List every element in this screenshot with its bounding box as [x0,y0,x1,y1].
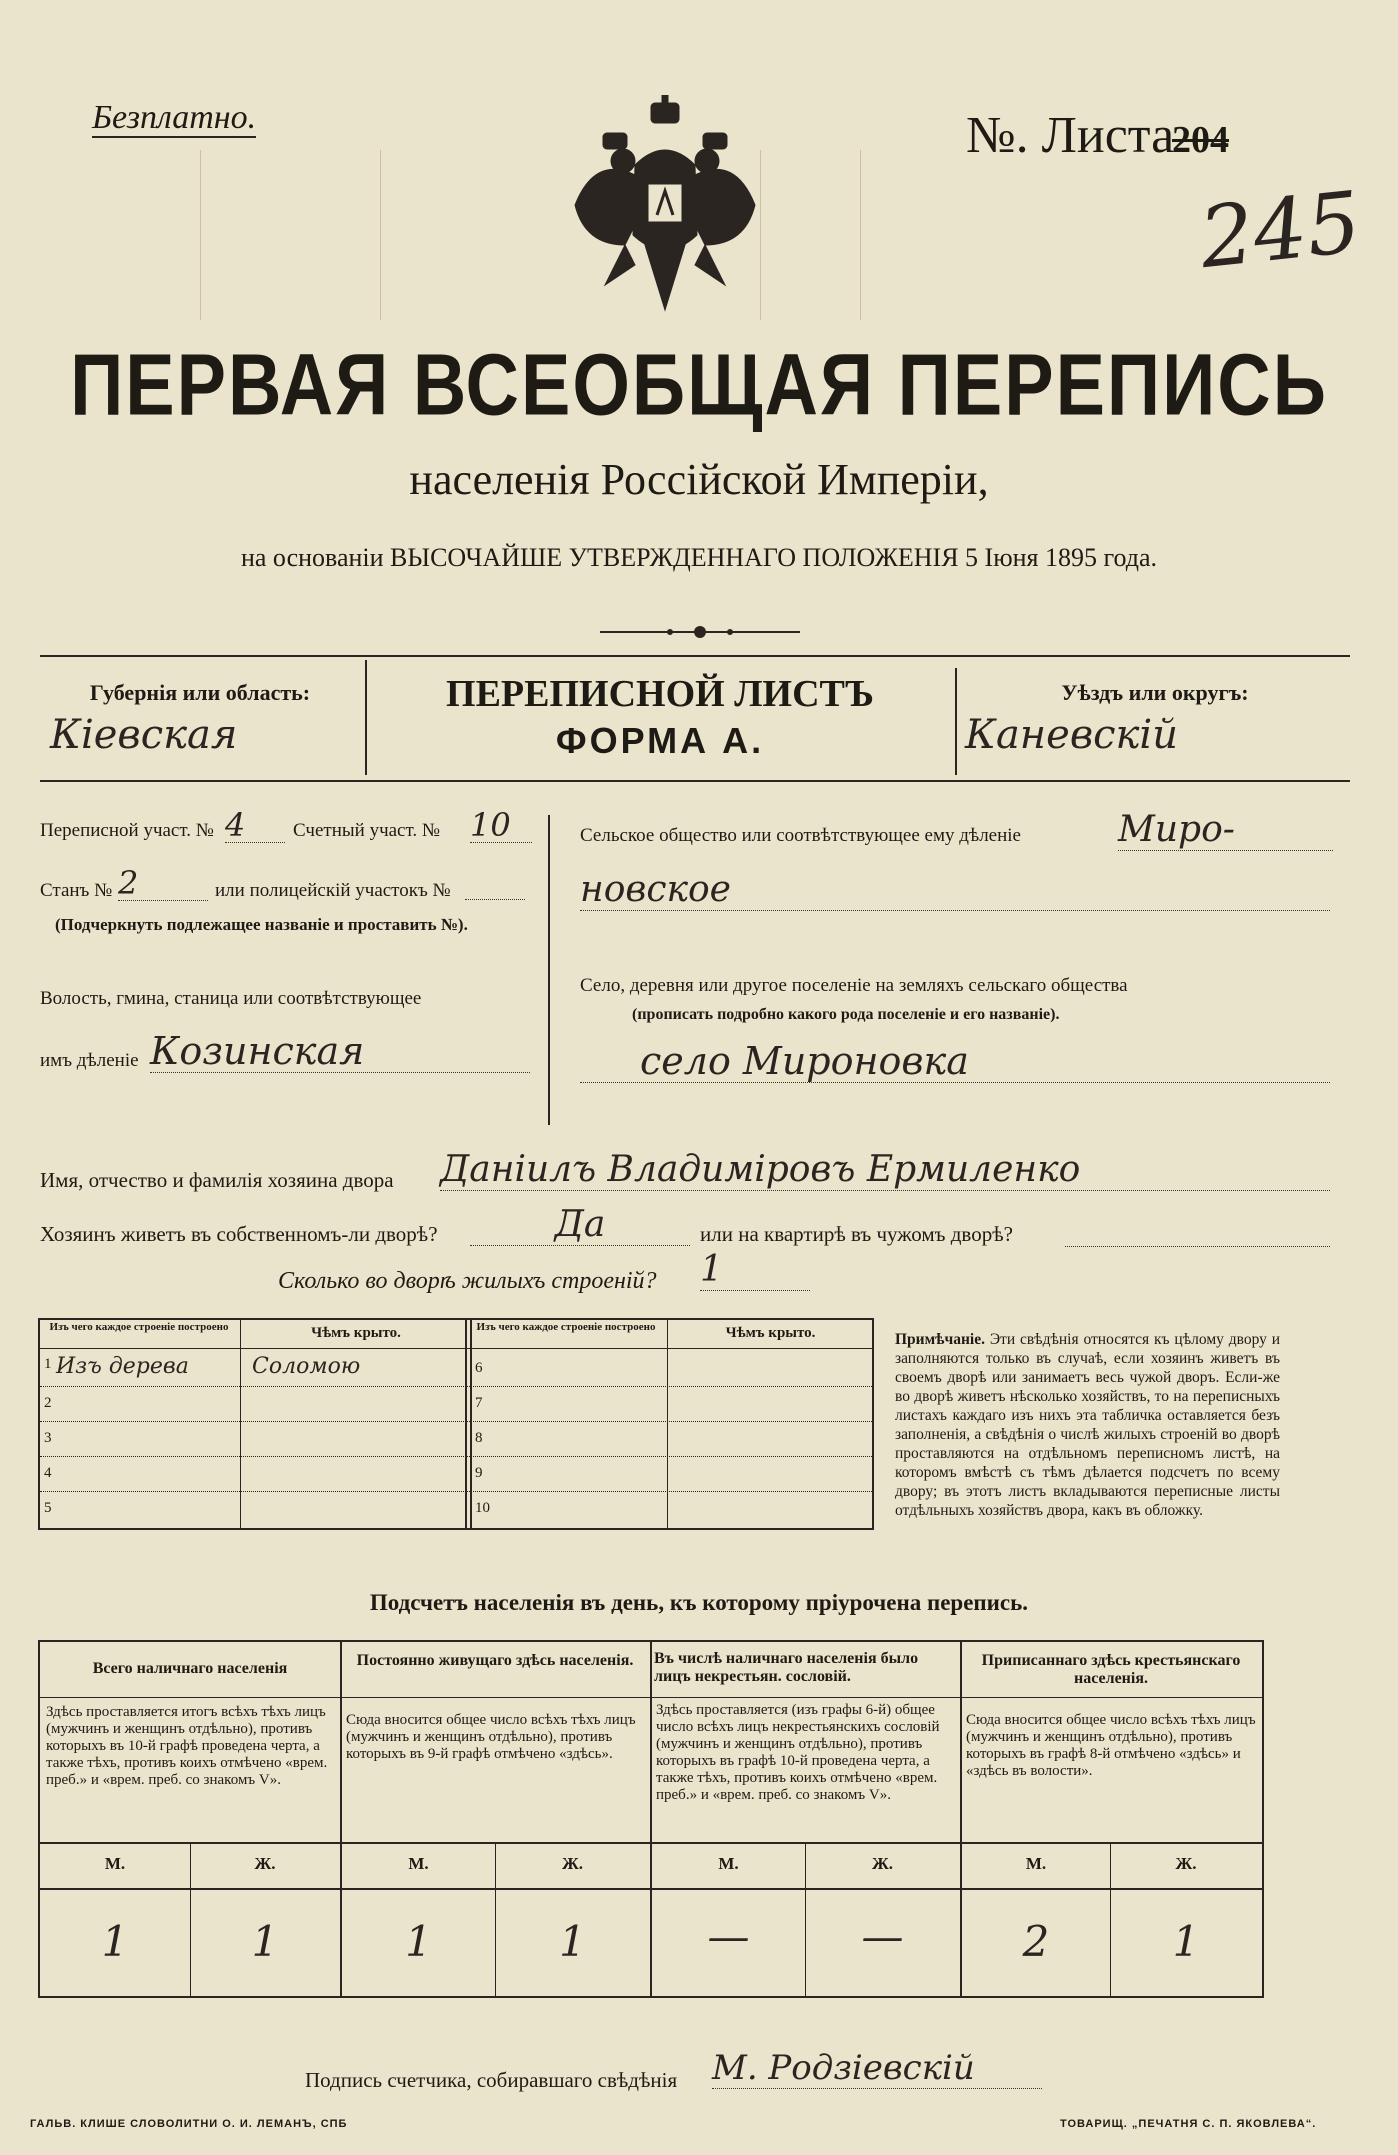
form-label: ФОРМА А. [555,720,765,761]
imperial-eagle-emblem [565,95,765,325]
count-table [38,1640,1264,1998]
village-value: село Мироновка [580,1040,1330,1083]
rule [548,815,550,1125]
count-col2-m: 1 [405,1917,432,1966]
district-value: Каневскій [965,712,1178,758]
m-label: М. [408,1854,429,1873]
bleed-line [200,150,201,320]
table-row: 6 [467,1352,872,1387]
province-value: Кіевская [50,712,238,758]
owner-value: Даніилъ Владиміровъ Ермиленко [440,1150,1330,1191]
rule [955,668,957,775]
stan-value: 2 [118,866,208,901]
count-col1-m: 1 [101,1917,129,1966]
stan-label: Станъ № [40,880,113,901]
col-material-header: Изъ чего каждое строеніе построено [49,1321,229,1333]
village-label: Село, деревня или другое поселеніе на земляхъ сельскаго общества [580,975,1128,996]
sheet-number-handwritten: 245 [1195,172,1366,288]
count-col2-desc: Сюда вносится общее число всѣхъ тѣхъ лицъ (мужчинъ и женщинъ отдѣльно), противъ которыхъ въ 9-й графѣ отмѣчено «здѣсь». [346,1712,636,1762]
table-row: 8 [467,1422,872,1457]
count-col4-head: Приписаннаго здѣсь крестьянскаго населенія. [981,1652,1241,1687]
buildings-table-left [38,1318,472,1530]
printer-right: ТОВАРИЩ. „ПЕЧАТНЯ С. П. ЯКОВЛЕВА“. [1060,2118,1317,2130]
society-value-2: новское [580,870,1330,911]
f-label: Ж. [1175,1854,1197,1873]
m-label: М. [1025,1854,1047,1873]
sheet-title: ПЕРЕПИСНОЙ ЛИСТЪ [446,673,874,715]
page-title: ПЕРВАЯ ВСЕОБЩАЯ ПЕРЕПИСЬ [70,335,1328,434]
owner-label: Имя, отчество и фамилія хозяина двора [40,1168,394,1192]
police-label: или полицейскій участокъ № [215,880,451,901]
count-col4-desc: Сюда вносится общее число всѣхъ тѣхъ лицъ (мужчинъ и женщинъ отдѣльно), противъ которыхъ въ графѣ 8-й отмѣчено «здѣсь» и «здѣсь въ волости». [966,1712,1256,1779]
count-title: Подсчетъ населенія въ день, къ которому пріурочена перепись. [369,1590,1029,1615]
count-col4-f: 1 [1172,1917,1200,1966]
bleed-line [860,150,861,320]
free-label: Безплатно. [92,99,257,136]
buildings-value: 1 [700,1250,810,1291]
volost-label: Волость, гмина, станица или соотвѣтствующее [40,988,422,1009]
count-col1-f: 1 [251,1917,279,1966]
district-label: Уѣздъ или округъ: [1061,680,1249,705]
owner-rent-label: или на квартирѣ въ чужомъ дворѣ? [700,1222,1013,1246]
f-label: Ж. [871,1854,894,1873]
col-roof-header-2: Чѣмъ крыто. [725,1325,816,1341]
note-text: Эти свѣдѣнія относятся къ цѣлому двору и заполняются только въ случаѣ, если хозяинъ живетъ въ своемъ дворѣ или занимаетъ весь чужой дворъ. Если-же во дворѣ живетъ нѣсколько хозяйствъ, то на переписныхъ листахъ каждаго изъ нихъ эта табличка оставляется безъ заполненія, а свѣдѣнія о числѣ жилыхъ строеній во дворѣ проставляются на отдѣльномъ переписномъ листѣ, на которомъ вмѣстѣ съ тѣмъ дѣлается подсчетъ по всему двору; въ этотъ листъ вкладываются переписные листы отдѣльныхъ хозяйствъ двора, какъ въ обложку. [895,1331,1281,1519]
count-col3-m: — [707,1912,750,1961]
col-roof-header: Чѣмъ крыто. [311,1325,401,1341]
counting-area-label: Счетный участ. № [293,820,440,841]
buildings-note [895,1330,1280,1520]
printer-left: ГАЛЬВ. КЛИШЕ СЛОВОЛИТНИ О. И. ЛЕМАНЪ, СПБ [30,2118,348,2130]
f-label: Ж. [254,1854,276,1873]
owner-rent-line [1065,1245,1330,1247]
table-row: 3 [40,1422,470,1457]
society-label: Сельское общество или соотвѣтствующее ему дѣленіе [580,825,1021,846]
census-area-value: 4 [225,808,285,843]
owner-lives-label: Хозяинъ живетъ въ собственномъ-ли дворѣ? [40,1222,438,1246]
village-note: (прописать подробно какого рода поселеніе и его названіе). [632,1006,1060,1023]
table-row: 1 Изъ дерева Соломою [40,1352,470,1387]
bleed-line [380,150,381,320]
society-value-1: Миро- [1118,810,1333,851]
owner-lives-value: Да [470,1205,690,1246]
count-col1-desc: Здѣсь проставляется итогъ всѣхъ тѣхъ лицъ (мужчинъ и женщинъ отдѣльно), противъ которыхъ въ 10-й графѣ проведена черта, а также тѣхъ, противъ коихъ отмѣчено «врем. преб.» и «врем. преб. со знакомъ V». [46,1704,328,1788]
census-area-label: Переписной участ. № [40,820,214,841]
legal-basis: на основаніи ВЫСОЧАЙШЕ УТВЕРЖДЕННАГО ПОЛОЖЕНІЯ 5 Іюня 1895 года. [240,543,1158,572]
ornament-divider [600,620,800,644]
buildings-table-right [465,1318,874,1530]
table-row: 2 [40,1387,470,1422]
table-row: 10 [475,1500,490,1516]
signature-value: М. Родзіевскій [712,2048,1042,2089]
police-value-line [465,898,525,900]
table-row: 5 [44,1500,52,1516]
note-title: Примѣчаніе. [895,1331,985,1348]
buildings-rows-left [40,1352,470,1526]
col-material-header-2: Изъ чего каждое строеніе построено [476,1321,656,1333]
sheet-number-printed: 204 [1172,119,1229,161]
count-col3-desc: Здѣсь проставляется (изъ графы 6-й) общее число всѣхъ лицъ некрестьянскихъ сословій (мужчинъ и женщинъ отдѣльно), противъ которыхъ въ графѣ 10-й проведена черта, а также тѣхъ, противъ коихъ отмѣчено «врем. преб.» и «врем. преб. со знакомъ V». [656,1702,940,1803]
buildings-rows-right [467,1352,872,1526]
rule [40,655,1350,657]
table-row: 4 [40,1457,470,1492]
count-col4-m: 2 [1022,1917,1050,1966]
f-label: Ж. [561,1854,584,1873]
count-col2-f: 1 [559,1917,586,1966]
volost-value: Козинская [150,1030,530,1073]
count-col1-head: Всего наличнаго населенія [92,1660,288,1677]
volost-label-2: имъ дѣленіе [40,1050,139,1071]
table-row: 7 [467,1387,872,1422]
police-note: (Подчеркнуть подлежащее названіе и проставить №). [55,915,468,934]
table-row: 9 [467,1457,872,1492]
signature-label: Подпись счетчика, собиравшаго свѣдѣнія [305,2068,678,2092]
rule [40,780,1350,782]
province-label: Губернія или область: [89,680,311,705]
rule [365,660,367,775]
count-col2-head: Постоянно живущаго здѣсь населенія. [356,1652,634,1669]
page-subtitle: населенія Россійской Имперіи, [409,455,989,504]
buildings-label: Сколько во дворѣ жилыхъ строеній? [278,1268,657,1294]
counting-area-value: 10 [470,808,532,843]
count-col3-f: — [861,1912,904,1961]
count-col3-head: Въ числѣ наличнаго населенія было лицъ некрестьян. сословій. [654,1650,919,1685]
m-label: М. [718,1854,739,1873]
m-label: М. [104,1854,126,1873]
sheet-number-label: №. Листа [966,107,1175,164]
